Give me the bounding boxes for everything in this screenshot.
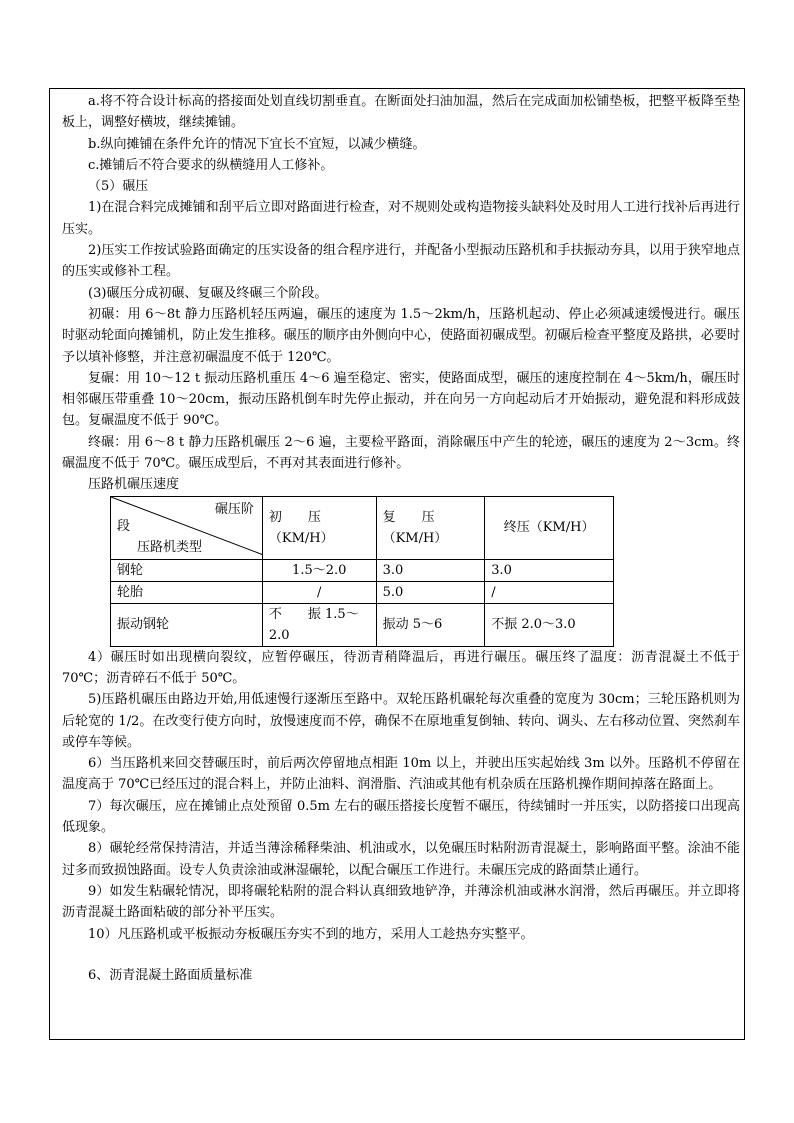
table-row (111, 603, 614, 646)
table-header-row (111, 496, 614, 559)
cell-second: 3.0 (376, 559, 485, 581)
header-second: 复 压（KM/H） (376, 496, 485, 559)
spacer (62, 945, 740, 965)
cell-roller-type: 钢轮 (111, 559, 263, 581)
header-stage-label-cont: 段 (117, 518, 131, 534)
table-row (111, 581, 614, 603)
paragraph: 9）如发生粘碾轮情况，即将碾轮粘附的混合料认真细致地铲净，并薄涂机油或淋水润滑，然后再碾压。并立即将沥青混凝土路面粘破的部分补平压实。 (62, 883, 740, 921)
paragraph: b.纵向摊铺在条件允许的情况下宜长不宜短，以减少横缝。 (88, 136, 426, 152)
paragraph: 10）凡压路机或平板振动夯板碾压夯实不到的地方，采用人工趁热夯实整平。 (88, 926, 534, 942)
cell-final: / (485, 581, 614, 603)
paragraph: 6）当压路机来回交替碾压时，前后两次停留地点相距 10m 以上，并驶出压实起始线 3m 以外。压路机不停留在温度高于 70℃已经压过的混合料上，并防止油料、润滑脂、汽油或其他有机杂质在压路机操作期间掉落在路面上。 (62, 756, 740, 793)
header-initial: 初 压（KM/H） (262, 496, 376, 559)
cell-final: 不振 2.0～3.0 (485, 603, 614, 646)
header-roller-type-label: 压路机类型 (137, 539, 203, 555)
cell-initial: 不 振 1.5～2.0 (262, 603, 376, 646)
subheading-rolling: （5）碾压 (88, 179, 149, 195)
paragraph: 1)在混合料完成摊铺和刮平后立即对路面进行检查，对不规则处或构造物接头缺料处及时用人工进行找补后再进行压实。 (62, 200, 740, 237)
paragraph: 2)压实工作按试验路面确定的压实设备的组合程序进行，并配备小型振动压路机和手扶振动夯具，以用于狭窄地点的压实或修补工程。 (62, 243, 740, 280)
table-diagonal-header (111, 496, 263, 559)
paragraph: 8）碾轮经常保持清洁，并适当薄涂稀释柴油、机油或水，以免碾压时粘附沥青混凝土，影响路面平整。涂油不能过多而致损蚀路面。设专人负责涂油或淋湿碾轮，以配合碾压工作进行。未碾压完成的路面禁止通行。 (62, 841, 740, 878)
paragraph: c.摊铺后不符合要求的纵横缝用人工修补。 (88, 157, 334, 173)
paragraph: 5)压路机碾压由路边开始,用低速慢行逐渐压至路中。双轮压路机碾轮每次重叠的宽度为 30cm；三轮压路机则为后轮宽的 1/2。在改变行使方向时，放慢速度而不停，确保不在原地重复倒轴、转向、调头、左右移动位置、突然刹车或停车等候。 (62, 692, 740, 750)
document-body (62, 91, 740, 986)
paragraph: 4）碾压时如出现横向裂纹，应暂停碾压，待沥青稍降温后，再进行碾压。碾压终了温度：沥青混凝土不低于 70℃；沥青碎石不低于 50℃。 (62, 649, 740, 686)
cell-second: 振动 5～6 (376, 603, 485, 646)
cell-initial: / (262, 581, 376, 603)
paragraph-final-rolling: 终碾：用 6～8 t 静力压路机碾压 2～6 遍，主要检平路面，消除碾压中产生的轮迹，碾压的速度为 2～3cm。终碾温度不低于 70℃。碾压成型后，不再对其表面进行修补。 (62, 434, 740, 472)
cell-final: 3.0 (485, 559, 614, 581)
cell-roller-type: 轮胎 (111, 581, 263, 603)
table-row (111, 559, 614, 581)
cell-second: 5.0 (376, 581, 485, 603)
header-final: 终压（KM/H） (485, 496, 614, 559)
paragraph-second-rolling: 复碾：用 10～12 t 振动压路机重压 4～6 遍至稳定、密实，使路面成型，碾压的速度控制在 4～5km/h，碾压时相邻碾压带重叠 10～20cm，振动压路机倒车时先停止振动，并在向另一方向起动后才开始振动，避免混和料形成鼓包。复碾温度不低于 90℃。 (62, 370, 740, 429)
paragraph: a.将不符合设计标高的搭接面处划直线切割垂直。在断面处扫油加温，然后在完成面加松铺垫板，把整平板降至垫板上，调整好横坡，继续摊铺。 (62, 94, 740, 131)
section-heading: 6、沥青混凝土路面质量标准 (88, 967, 253, 983)
table-caption: 压路机碾压速度 (88, 477, 180, 493)
header-stage-label: 碾压阶 (214, 501, 254, 517)
paragraph: 7）每次碾压，应在摊铺止点处预留 0.5m 左右的碾压搭接长度暂不碾压，待续铺时一并压实，以防搭接口出现高低现象。 (62, 798, 740, 836)
paragraph: (3)碾压分成初碾、复碾及终碾三个阶段。 (88, 285, 328, 301)
cell-initial: 1.5～2.0 (262, 559, 376, 581)
paragraph-initial-rolling: 初碾：用 6～8t 静力压路机轻压两遍，碾压的速度为 1.5～2km/h，压路机起动、停止必须减速缓慢进行。碾压时驱动轮面向摊铺机，防止发生推移。碾压的顺序由外侧向中心，使路面初碾成型。初碾后检查平整度及路拱，必要时予以填补修整，并注意初碾温度不低于 120℃。 (62, 306, 740, 365)
rolling-speed-table (110, 496, 614, 647)
cell-roller-type: 振动钢轮 (111, 603, 263, 646)
